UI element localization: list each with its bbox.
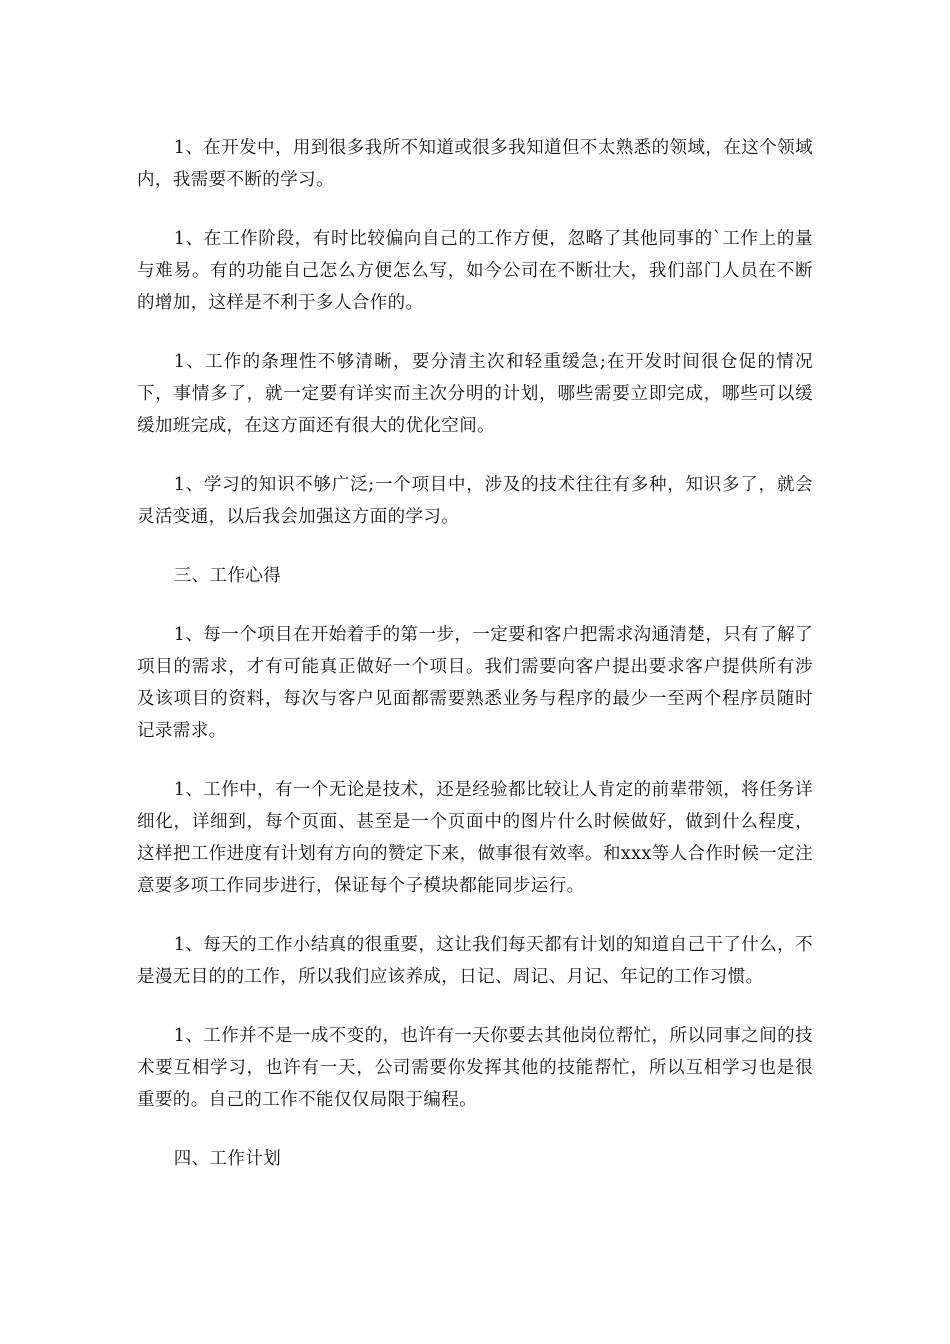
paragraph-learning-unfamiliar-domains: 1、在开发中，用到很多我所不知道或很多我知道但不太熟悉的领域，在这个领域内，我需要不断的学习。	[137, 138, 813, 190]
section-heading-work-plan: 四、工作计划	[173, 1149, 282, 1169]
paragraph-team-cooperation: 1、在工作阶段，有时比较偏向自己的工作方便，忽略了其他同事的`工作上的量与难易。有的功能自己怎么方便怎么写，如今公司在不断壮大，我们部门人员在不断的增加，这样是不利于多人合作的。	[137, 229, 813, 313]
section-heading-work-experience: 三、工作心得	[173, 566, 282, 586]
paragraph-daily-summary: 1、每天的工作小结真的很重要，这让我们每天都有计划的知道自己干了什么，不是漫无目的的工作，所以我们应该养成，日记、周记、月记、年记的工作习惯。	[137, 935, 813, 987]
paragraph-task-breakdown: 1、工作中，有一个无论是技术，还是经验都比较让人肯定的前辈带领，将任务详细化，详细到，每个页面、甚至是一个页面中的图片什么时候做好，做到什么程度，这样把工作进度有计划有方向的赞定下来，做事很有效率。和xxx等人合作时候一定注意要多项工作同步进行，保证每个子模块都能同步运行。	[137, 780, 813, 896]
paragraph-mutual-learning: 1、工作并不是一成不变的，也许有一天你要去其他岗位帮忙，所以同事之间的技术要互相学习，也许有一天，公司需要你发挥其他的技能帮忙，所以互相学习也是很重要的。自己的工作不能仅仅局限于编程。	[137, 1026, 813, 1110]
paragraph-broaden-knowledge: 1、学习的知识不够广泛;一个项目中，涉及的技术往往有多种，知识多了，就会灵活变通，以后我会加强这方面的学习。	[137, 475, 813, 527]
paragraph-client-requirements: 1、每一个项目在开始着手的第一步，一定要和客户把需求沟通清楚，只有了解了项目的需求，才有可能真正做好一个项目。我们需要向客户提出要求客户提供所有涉及该项目的资料，每次与客户见面都需要熟悉业务与程序的最少一至两个程序员随时记录需求。	[137, 625, 813, 741]
document-body	[137, 132, 813, 1202]
paragraph-work-priorities: 1、工作的条理性不够清晰，要分清主次和轻重缓急;在开发时间很仓促的情况下，事情多了，就一定要有详实而主次分明的计划，哪些需要立即完成，哪些可以缓缓加班完成，在这方面还有很大的优化空间。	[137, 352, 813, 436]
